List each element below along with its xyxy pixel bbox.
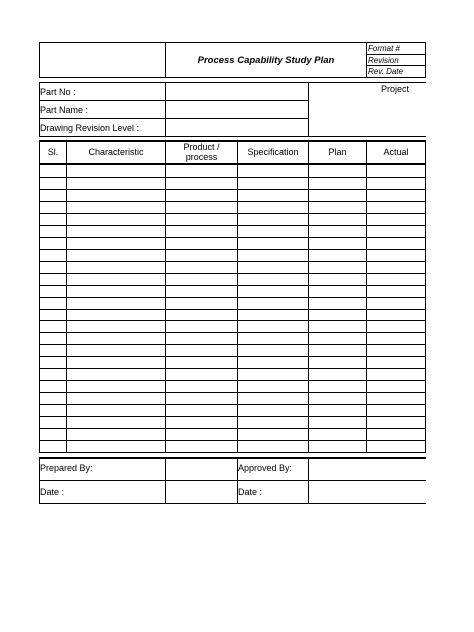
table-row[interactable]: [40, 213, 425, 225]
table-row[interactable]: [40, 368, 425, 380]
table-row[interactable]: [40, 189, 425, 201]
header-bottom-border: [39, 77, 426, 78]
table-row[interactable]: [40, 177, 425, 189]
table-row[interactable]: [40, 392, 425, 404]
footer-bottom-border: [39, 503, 426, 504]
date-field-right[interactable]: [309, 481, 425, 503]
project-field[interactable]: [309, 96, 425, 136]
rev-date-label: Rev. Date: [368, 67, 403, 76]
table-row[interactable]: [40, 320, 425, 332]
col-header-product-line-1: Product /: [183, 142, 220, 152]
table-row[interactable]: [40, 332, 425, 344]
table-row[interactable]: [40, 237, 425, 249]
part-no-label: Part No :: [40, 87, 76, 97]
col-line-6: [425, 140, 426, 453]
prepared-by-field[interactable]: [166, 459, 237, 480]
date-label-right: Date :: [238, 487, 263, 497]
col-header-product-line-2: process: [185, 152, 218, 162]
table-row[interactable]: [40, 249, 425, 261]
col-header-sl: Sl.: [47, 147, 59, 157]
header-right-border: [425, 42, 426, 78]
table-row[interactable]: [40, 440, 425, 452]
prepared-by-label: Prepared By:: [40, 463, 93, 473]
header-left-border: [39, 42, 40, 78]
col-header-actual: Actual: [383, 147, 409, 157]
col-header-characteristic: Characteristic: [88, 147, 144, 157]
project-label: Project: [381, 84, 410, 94]
date-field-left[interactable]: [166, 481, 237, 503]
table-row[interactable]: [40, 309, 425, 321]
col-header-plan: Plan: [328, 147, 347, 157]
format-number-label: Format #: [368, 44, 401, 53]
approved-by-field[interactable]: [309, 459, 425, 480]
revision-label: Revision: [368, 56, 399, 65]
drawing-revision-field[interactable]: [166, 119, 308, 136]
table-row[interactable]: [40, 261, 425, 273]
date-label-left: Date :: [40, 487, 65, 497]
part-name-field[interactable]: [166, 101, 308, 118]
table-row[interactable]: [40, 297, 425, 309]
table-row[interactable]: [40, 344, 425, 356]
form-title: Process Capability Study Plan: [197, 55, 335, 66]
table-row[interactable]: [40, 428, 425, 440]
approved-by-label: Approved By:: [238, 463, 293, 473]
drawing-revision-label: Drawing Revision Level :: [40, 123, 140, 133]
table-row[interactable]: [40, 225, 425, 237]
table-row[interactable]: [40, 273, 425, 285]
table-row[interactable]: [40, 285, 425, 297]
table-row[interactable]: [40, 416, 425, 428]
table-row[interactable]: [40, 356, 425, 368]
table-row[interactable]: [40, 380, 425, 392]
part-no-field[interactable]: [166, 83, 308, 100]
info-bottom-border: [39, 136, 426, 137]
part-name-label: Part Name :: [40, 105, 89, 115]
col-header-specification: Specification: [247, 147, 299, 157]
table-row[interactable]: [40, 404, 425, 416]
table-bottom-border: [39, 452, 426, 453]
header-meta-divider: [366, 42, 367, 78]
table-row[interactable]: [40, 165, 425, 177]
col-header-product-process: [166, 142, 237, 162]
table-row[interactable]: [40, 201, 425, 213]
